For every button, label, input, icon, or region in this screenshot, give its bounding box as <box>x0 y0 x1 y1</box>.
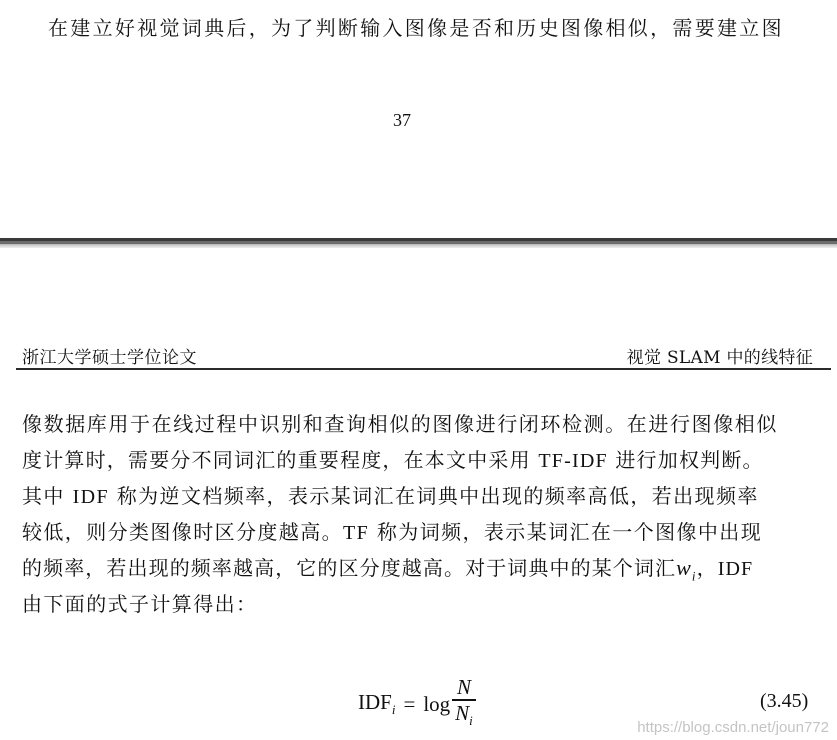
body-text-segment: ， <box>696 556 718 580</box>
equation-lhs-text: IDF <box>358 689 392 714</box>
body-paragraph <box>22 406 822 622</box>
body-line <box>22 478 822 514</box>
body-text-segment: 较低，则分类图像时区分度越高。 <box>22 520 343 544</box>
header-rule <box>16 368 831 370</box>
body-text-segment: 其中 <box>22 484 73 508</box>
math-var-base: w <box>676 555 692 580</box>
fraction-numerator: N <box>456 675 471 700</box>
body-text-segment: 的频率，若出现的频率越高，它的区分度越高。对于词典中的某个词汇 <box>22 556 677 580</box>
previous-page-last-line: 在建立好视觉词典后，为了判断输入图像是否和历史图像相似，需要建立图 <box>48 16 784 40</box>
equation-idf <box>358 676 476 732</box>
equation-equals: = <box>403 691 416 716</box>
term-idf: IDF <box>717 558 754 580</box>
fraction-denominator-base: N <box>455 700 470 725</box>
body-text-segment: 称为词频，表示某词汇在一个图像中出现 <box>369 520 763 544</box>
term-idf: IDF <box>72 486 109 508</box>
equation-lhs-subscript: i <box>391 702 396 718</box>
running-header-chapter: 视觉 SLAM 中的线特征 <box>626 348 813 368</box>
equation-number: (3.45) <box>760 690 809 712</box>
body-line <box>22 406 822 442</box>
running-header-university: 浙江大学硕士学位论文 <box>22 348 197 368</box>
term-tf-idf: TF-IDF <box>538 450 608 472</box>
body-line <box>22 514 822 550</box>
body-line <box>22 550 822 586</box>
fraction-denominator <box>452 701 476 733</box>
equation-log: log <box>423 691 451 716</box>
body-text-segment: 由下面的式子计算得出： <box>22 592 258 616</box>
term-tf: TF <box>343 522 370 544</box>
equation-fraction <box>452 675 476 733</box>
math-var-subscript: i <box>691 568 697 584</box>
equation-lhs <box>358 690 395 718</box>
body-line <box>22 586 822 622</box>
fraction-denominator-subscript: i <box>469 712 473 728</box>
body-text-segment: 称为逆文档频率，表示某词汇在词典中出现的频率高低，若出现频率 <box>109 484 759 508</box>
page-number: 37 <box>393 110 411 130</box>
page-break-divider <box>0 238 837 248</box>
body-line <box>22 442 822 478</box>
watermark: https://blog.csdn.net/joun772 <box>637 719 829 736</box>
math-variable-w <box>676 555 697 584</box>
body-text-segment: 度计算时，需要分不同词汇的重要程度，在本文中采用 <box>22 448 539 472</box>
body-text-segment: 像数据库用于在线过程中识别和查询相似的图像进行闭环检测。在进行图像相似 <box>22 412 778 436</box>
body-text-segment: 进行加权判断。 <box>607 448 764 472</box>
